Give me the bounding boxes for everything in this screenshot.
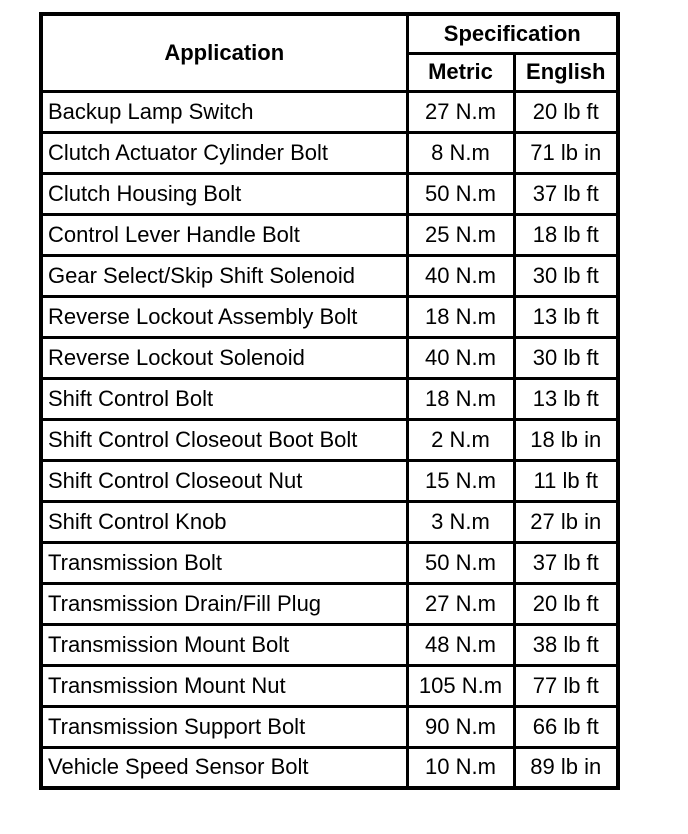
table-row <box>41 337 618 378</box>
application-cell: Gear Select/Skip Shift Solenoid <box>41 255 407 296</box>
application-cell: Clutch Actuator Cylinder Bolt <box>41 132 407 173</box>
header-metric: Metric <box>407 53 514 91</box>
application-cell: Control Lever Handle Bolt <box>41 214 407 255</box>
application-cell: Shift Control Closeout Boot Bolt <box>41 419 407 460</box>
metric-torque-cell: 50 N.m <box>407 542 514 583</box>
metric-torque-cell: 18 N.m <box>407 296 514 337</box>
application-cell: Vehicle Speed Sensor Bolt <box>41 747 407 788</box>
english-torque-cell: 66 lb ft <box>514 706 618 747</box>
english-torque-cell: 18 lb in <box>514 419 618 460</box>
table-row <box>41 173 618 214</box>
metric-torque-cell: 25 N.m <box>407 214 514 255</box>
table-row <box>41 378 618 419</box>
metric-torque-cell: 105 N.m <box>407 665 514 706</box>
metric-torque-cell: 15 N.m <box>407 460 514 501</box>
english-torque-cell: 13 lb ft <box>514 296 618 337</box>
english-torque-cell: 30 lb ft <box>514 337 618 378</box>
application-cell: Backup Lamp Switch <box>41 91 407 132</box>
english-torque-cell: 37 lb ft <box>514 173 618 214</box>
application-cell: Reverse Lockout Assembly Bolt <box>41 296 407 337</box>
application-cell: Shift Control Closeout Nut <box>41 460 407 501</box>
metric-torque-cell: 10 N.m <box>407 747 514 788</box>
metric-torque-cell: 48 N.m <box>407 624 514 665</box>
table-row <box>41 706 618 747</box>
english-torque-cell: 13 lb ft <box>514 378 618 419</box>
english-torque-cell: 27 lb in <box>514 501 618 542</box>
english-torque-cell: 71 lb in <box>514 132 618 173</box>
metric-torque-cell: 40 N.m <box>407 337 514 378</box>
table-row <box>41 419 618 460</box>
table-row <box>41 91 618 132</box>
table-row <box>41 460 618 501</box>
metric-torque-cell: 90 N.m <box>407 706 514 747</box>
table-row <box>41 665 618 706</box>
table-row <box>41 624 618 665</box>
table-row <box>41 296 618 337</box>
application-cell: Clutch Housing Bolt <box>41 173 407 214</box>
english-torque-cell: 89 lb in <box>514 747 618 788</box>
metric-torque-cell: 8 N.m <box>407 132 514 173</box>
english-torque-cell: 37 lb ft <box>514 542 618 583</box>
header-specification: Specification <box>407 14 618 53</box>
application-cell: Transmission Bolt <box>41 542 407 583</box>
metric-torque-cell: 3 N.m <box>407 501 514 542</box>
application-cell: Transmission Support Bolt <box>41 706 407 747</box>
table-body <box>41 91 618 788</box>
header-application: Application <box>41 14 407 91</box>
application-cell: Shift Control Bolt <box>41 378 407 419</box>
application-cell: Transmission Drain/Fill Plug <box>41 583 407 624</box>
table-row <box>41 214 618 255</box>
metric-torque-cell: 27 N.m <box>407 583 514 624</box>
table-row <box>41 255 618 296</box>
english-torque-cell: 30 lb ft <box>514 255 618 296</box>
english-torque-cell: 18 lb ft <box>514 214 618 255</box>
table-row <box>41 132 618 173</box>
table-row <box>41 542 618 583</box>
application-cell: Shift Control Knob <box>41 501 407 542</box>
table-row <box>41 583 618 624</box>
english-torque-cell: 20 lb ft <box>514 583 618 624</box>
application-cell: Transmission Mount Nut <box>41 665 407 706</box>
metric-torque-cell: 27 N.m <box>407 91 514 132</box>
english-torque-cell: 77 lb ft <box>514 665 618 706</box>
metric-torque-cell: 40 N.m <box>407 255 514 296</box>
english-torque-cell: 20 lb ft <box>514 91 618 132</box>
application-cell: Transmission Mount Bolt <box>41 624 407 665</box>
application-cell: Reverse Lockout Solenoid <box>41 337 407 378</box>
english-torque-cell: 38 lb ft <box>514 624 618 665</box>
metric-torque-cell: 2 N.m <box>407 419 514 460</box>
metric-torque-cell: 18 N.m <box>407 378 514 419</box>
table-row <box>41 501 618 542</box>
metric-torque-cell: 50 N.m <box>407 173 514 214</box>
fastener-spec-table <box>39 12 620 790</box>
table-row <box>41 747 618 788</box>
header-english: English <box>514 53 618 91</box>
english-torque-cell: 11 lb ft <box>514 460 618 501</box>
